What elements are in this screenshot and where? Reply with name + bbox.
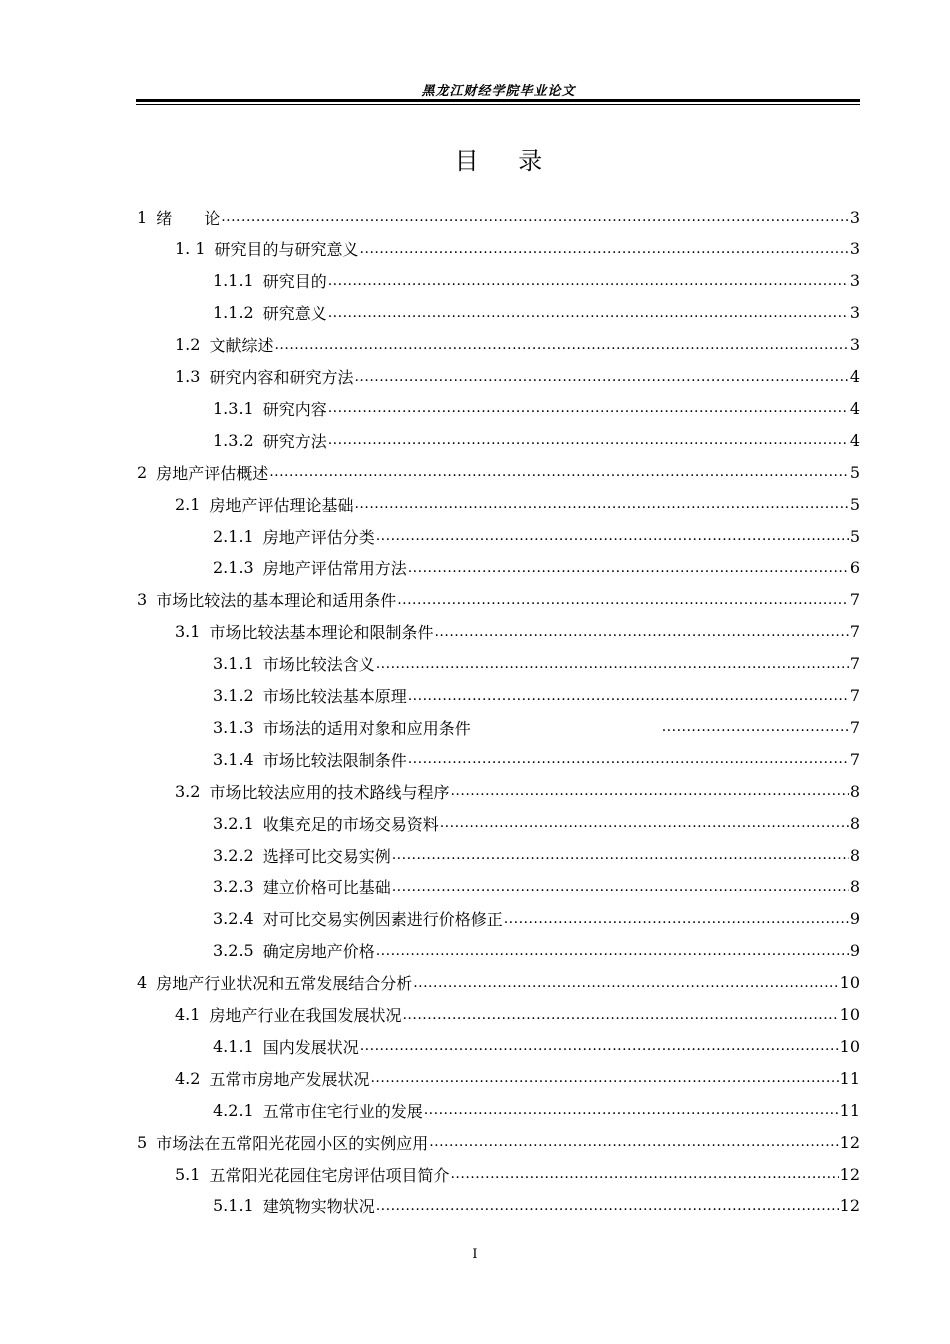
- toc-entry-number: 1.3: [175, 367, 201, 386]
- toc-dot-leader: [269, 462, 849, 482]
- toc-entry-title: 房地产行业在我国发展状况: [209, 1006, 402, 1025]
- toc-entry[interactable]: [175, 999, 860, 1031]
- toc-dot-leader: [440, 813, 849, 833]
- toc-entry-page: 5: [849, 494, 860, 514]
- toc-entry-title: 房地产评估概述: [156, 463, 269, 483]
- toc-entry[interactable]: [213, 648, 860, 680]
- toc-entry-page: 3: [849, 335, 860, 355]
- toc-entry[interactable]: [175, 488, 860, 520]
- toc-dot-leader: [429, 1132, 838, 1152]
- toc-entry-page: 7: [849, 590, 860, 610]
- toc-entry[interactable]: [213, 711, 860, 743]
- toc-entry-title: 建筑物实物状况: [262, 1197, 375, 1217]
- toc-dot-leader: [370, 1068, 838, 1088]
- toc-dot-leader: [424, 1100, 839, 1120]
- toc-dot-leader: [360, 239, 849, 259]
- toc-dot-leader: [408, 558, 849, 578]
- toc-dot-leader: [397, 590, 849, 610]
- toc-entry-title: 收集充足的市场交易资料: [262, 814, 439, 834]
- toc-dot-leader: [408, 749, 849, 769]
- toc-entry-title: 确定房地产价格: [262, 942, 375, 962]
- toc-entry-title: 对可比交易实例因素进行价格修正: [262, 910, 503, 930]
- toc-entry-title: 房地产评估理论基础: [209, 495, 354, 515]
- toc-entry[interactable]: [213, 1190, 860, 1222]
- toc-entry-title: 研究方法: [262, 431, 327, 451]
- toc-dot-leader: [504, 909, 849, 929]
- toc-entry[interactable]: [213, 935, 860, 967]
- toc-entry-title: 市场比较法基本理论和限制条件: [209, 623, 434, 643]
- toc-dot-leader: [450, 1164, 838, 1184]
- toc-entry-title: 市场比较法基本原理: [262, 687, 407, 706]
- toc-entry-page: 12: [839, 1164, 860, 1184]
- toc-entry-number: 3.2.2: [213, 845, 254, 865]
- toc-entry[interactable]: [175, 361, 860, 393]
- toc-entry-number: 1.2: [175, 335, 201, 355]
- toc-dot-leader: [221, 207, 849, 227]
- toc-entry[interactable]: [213, 265, 860, 297]
- toc-entry[interactable]: [213, 1030, 860, 1062]
- toc-dot-leader: [376, 1196, 839, 1216]
- toc-entry-title: 市场比较法应用的技术路线与程序: [209, 782, 450, 802]
- toc-entry-page: 11: [839, 1100, 860, 1120]
- toc-entry-number: 3.1.2: [213, 686, 254, 705]
- toc-entry-number: 1: [137, 207, 148, 227]
- toc-entry-page: 6: [849, 558, 860, 578]
- toc-dot-leader: [354, 494, 848, 514]
- toc-entry-title: 选择可比交易实例: [262, 846, 391, 866]
- toc-entry-page: 4: [849, 430, 860, 450]
- toc-entry-number: 3.1.1: [213, 654, 254, 674]
- toc-entry-title: 研究内容和研究方法: [209, 368, 354, 387]
- toc-entry-title: 建立价格可比基础: [262, 878, 391, 898]
- toc-entry-page: 7: [849, 717, 860, 737]
- toc-entry-page: 3: [849, 239, 860, 259]
- toc-entry-number: 3.1.3: [213, 717, 254, 737]
- toc-entry-number: 5.1: [175, 1164, 201, 1184]
- toc-entry-number: 2.1.3: [213, 558, 254, 578]
- toc-entry-page: 11: [839, 1068, 860, 1088]
- toc-dot-leader: [662, 717, 849, 737]
- toc-entry-title: 房地产行业状况和五常发展结合分析: [156, 974, 413, 994]
- toc-entry-title: 五常市房地产发展状况: [209, 1069, 370, 1089]
- toc-entry[interactable]: [213, 297, 860, 329]
- toc-entry-page: 10: [839, 1036, 860, 1056]
- toc-dot-leader: [360, 1036, 839, 1056]
- toc-entry[interactable]: [213, 1094, 860, 1126]
- toc-entry-title: 研究目的: [262, 272, 327, 292]
- toc-dot-leader: [392, 845, 849, 865]
- toc-entry-page: 9: [849, 909, 860, 929]
- toc-entry-number: 4.1.1: [213, 1036, 254, 1056]
- toc-entry[interactable]: [175, 233, 860, 265]
- toc-entry-title: 五常市住宅行业的发展: [262, 1101, 423, 1121]
- toc-entry[interactable]: [137, 967, 860, 999]
- toc-entry-title: 五常阳光花园住宅房评估项目简介: [209, 1165, 450, 1185]
- toc-entry-title: 市场法在五常阳光花园小区的实例应用: [156, 1133, 429, 1153]
- toc-entry-number: 1. 1: [175, 239, 206, 259]
- toc-entry-number: 3.1.4: [213, 749, 254, 769]
- toc-dot-leader: [376, 526, 849, 546]
- toc-dot-leader: [328, 430, 849, 450]
- toc-entry-number: 5: [137, 1132, 148, 1152]
- toc-entry-title: 房地产评估常用方法: [262, 559, 407, 579]
- toc-entry-title: 研究意义: [262, 304, 327, 324]
- toc-entry-number: 2: [137, 462, 148, 482]
- toc-entry-page: 12: [839, 1196, 860, 1216]
- toc-entry[interactable]: [213, 392, 860, 424]
- toc-entry-page: 8: [849, 813, 860, 833]
- header-rule-thin: [136, 104, 860, 105]
- toc-entry[interactable]: [175, 329, 860, 361]
- toc-dot-leader: [392, 877, 849, 897]
- toc-dot-leader: [328, 303, 849, 323]
- toc-entry-title: 绪 论: [156, 208, 221, 228]
- toc-entry-title: 房地产评估分类: [262, 527, 375, 547]
- toc-dot-leader: [408, 686, 849, 706]
- toc-entry-title: 市场法的适用对象和应用条件: [262, 718, 471, 738]
- toc-entry[interactable]: [175, 775, 860, 807]
- toc-entry-title: 市场比较法限制条件: [262, 750, 407, 770]
- toc-entry-number: 4.2.1: [213, 1100, 254, 1120]
- toc-entry-title: 研究内容: [262, 399, 327, 419]
- toc-entry-page: 8: [849, 845, 860, 865]
- toc-entry[interactable]: [213, 680, 860, 712]
- toc-entry[interactable]: [213, 839, 860, 871]
- toc-entry-number: 4.1: [175, 1005, 201, 1024]
- toc-entry[interactable]: [213, 903, 860, 935]
- toc-entry-number: 1.1.1: [213, 271, 254, 291]
- toc-entry-number: 3.2.4: [213, 909, 254, 929]
- toc-entry[interactable]: [213, 520, 860, 552]
- toc-entry-number: 2.1.1: [213, 526, 254, 546]
- toc-entry-page: 7: [849, 622, 860, 642]
- toc-dot-leader: [328, 271, 849, 291]
- toc-entry[interactable]: [175, 616, 860, 648]
- toc-entry-number: 1.3.2: [213, 430, 254, 450]
- toc-entry-page: 4: [849, 398, 860, 418]
- toc-dot-leader: [328, 398, 849, 418]
- toc-entry-title: 文献综述: [209, 336, 274, 356]
- toc-entry-page: 10: [839, 973, 860, 993]
- toc-entry-page: 3: [849, 271, 860, 291]
- toc-entry-page: 8: [849, 781, 860, 801]
- toc-dot-leader: [402, 1005, 838, 1025]
- toc-dot-leader: [274, 335, 848, 355]
- toc-entry-page: 10: [839, 1005, 860, 1024]
- toc-entry[interactable]: [213, 552, 860, 584]
- toc-entry-title: 研究目的与研究意义: [214, 240, 359, 260]
- toc-entry-number: 3: [137, 590, 148, 610]
- toc-entry-page: 7: [849, 686, 860, 705]
- toc-dot-leader: [376, 654, 849, 674]
- toc-dot-leader: [413, 973, 838, 993]
- toc-entry-number: 3.2.5: [213, 941, 254, 961]
- toc-entry-number: 3.1: [175, 622, 201, 642]
- toc-entry-page: 12: [839, 1132, 860, 1152]
- toc-entry-number: 4.2: [175, 1068, 201, 1088]
- toc-entry[interactable]: [175, 1158, 860, 1190]
- toc-entry-page: 5: [849, 526, 860, 546]
- toc-entry-page: 9: [849, 941, 860, 961]
- toc-entry[interactable]: [175, 1062, 860, 1094]
- toc-entry-page: 4: [849, 367, 860, 386]
- header-rule-thick: [136, 99, 860, 102]
- toc-entry-page: 7: [849, 654, 860, 674]
- toc-title: 目 录: [454, 147, 543, 175]
- toc-entry[interactable]: [137, 201, 860, 233]
- toc-entry[interactable]: [213, 743, 860, 775]
- toc-entry-number: 2.1: [175, 494, 201, 514]
- toc-entry[interactable]: [213, 871, 860, 903]
- toc-entry-page: 3: [849, 303, 860, 323]
- toc-entry[interactable]: [137, 456, 860, 488]
- toc-entry-number: 3.2: [175, 781, 201, 801]
- page-number: I: [472, 1247, 478, 1262]
- toc-entry-title: 市场比较法含义: [262, 655, 375, 675]
- toc-entry-number: 3.2.1: [213, 813, 254, 833]
- toc-entry[interactable]: [137, 584, 860, 616]
- running-header: 黑龙江财经学院毕业论文: [421, 84, 576, 99]
- toc-entry-number: 5.1.1: [213, 1196, 254, 1216]
- toc-dot-leader: [434, 622, 848, 642]
- toc-dot-leader: [354, 367, 848, 387]
- toc-entry-page: 7: [849, 749, 860, 769]
- toc-dot-leader: [376, 941, 849, 961]
- toc-entry-page: 3: [849, 207, 860, 227]
- toc-entry-number: 1.1.2: [213, 303, 254, 323]
- toc-entry[interactable]: [213, 424, 860, 456]
- toc-entry-number: 1.3.1: [213, 398, 254, 418]
- toc-dot-leader: [450, 781, 848, 801]
- toc-entry-number: 3.2.3: [213, 877, 254, 897]
- toc-entry[interactable]: [137, 1126, 860, 1158]
- toc-entry-title: 国内发展状况: [262, 1037, 359, 1057]
- toc-entry[interactable]: [213, 807, 860, 839]
- toc-entry-page: 5: [849, 462, 860, 482]
- toc-entry-number: 4: [137, 973, 148, 993]
- toc-entry-title: 市场比较法的基本理论和适用条件: [156, 591, 397, 611]
- toc-entry-page: 8: [849, 877, 860, 897]
